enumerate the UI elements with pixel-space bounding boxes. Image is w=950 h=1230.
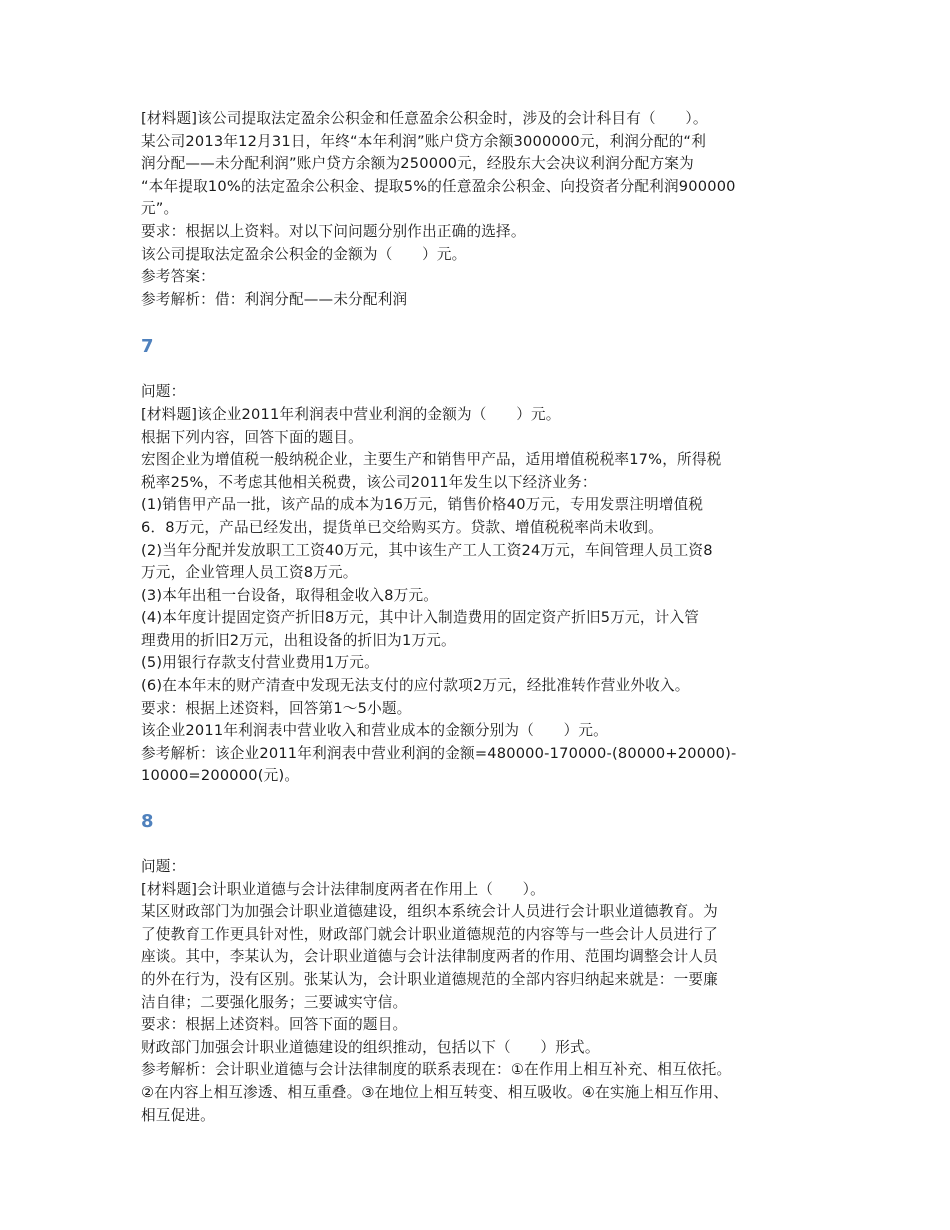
- text-line: 10000=200000(元)。: [141, 767, 300, 785]
- text-line: 了使教育工作更具针对性，财政部门就会计职业道德规范的内容等与一些会计人员进行了: [141, 925, 718, 943]
- text-line: 参考解析：该企业2011年利润表中营业利润的金额=480000-170000-(80000+20000)-: [141, 744, 737, 762]
- text-line: 要求：根据以上资料。对以下问问题分别作出正确的选择。: [141, 222, 526, 240]
- text-line: 要求：根据上述资料。回答下面的题目。: [141, 1016, 408, 1034]
- text-line: [材料题]该公司提取法定盈余公积金和任意盈余公积金时，涉及的会计科目有（ ）。: [141, 110, 708, 127]
- document-content: [141, 108, 821, 1127]
- text-line: 6．8万元，产品已经发出，提货单已交给购买方。贷款、增值税税率尚未收到。: [141, 518, 663, 536]
- text-line: 根据下列内容，回答下面的题目。: [141, 428, 363, 446]
- text-line: (5)用银行存款支付营业费用1万元。: [141, 654, 379, 672]
- text-line: 该公司提取法定盈余公积金的金额为（ ）元。: [141, 245, 467, 263]
- question-8: [141, 856, 821, 1127]
- text-line: ②在内容上相互渗透、相互重叠。③在地位上相互转变、相互吸收。④在实施上相互作用、: [141, 1083, 729, 1101]
- text-line: 宏图企业为增值税一般纳税企业，主要生产和销售甲产品，适用增值税税率17%，所得税: [141, 451, 722, 469]
- text-line: (1)销售甲产品一批，该产品的成本为16万元，销售价格40万元，专用发票注明增值税: [141, 496, 704, 514]
- text-line: 税率25%，不考虑其他相关税费，该公司2011年发生以下经济业务：: [141, 473, 597, 491]
- text-line: [材料题]会计职业道德与会计法律制度两者在作用上（ ）。: [141, 880, 545, 898]
- text-line: 某区财政部门为加强会计职业道德建设，组织本系统会计人员进行会计职业道德教育。为: [141, 903, 718, 921]
- question-number-heading: 7: [141, 336, 154, 358]
- text-line: 理费用的折旧2万元，出租设备的折旧为1万元。: [141, 631, 456, 649]
- question-number-heading: 8: [141, 811, 154, 833]
- text-line: 的外在行为，没有区别。张某认为，会计职业道德规范的全部内容归纳起来就是：一要廉: [141, 971, 718, 988]
- text-line: 某公司2013年12月31日，年终“本年利润”账户贷方余额3000000元，利润分配的“利: [141, 132, 706, 150]
- text-line: (2)当年分配并发放职工工资40万元，其中该生产工人工资24万元，车间管理人员工资8: [141, 541, 713, 559]
- text-line: 润分配——未分配利润”账户贷方余额为250000元，经股东大会决议利润分配方案为: [141, 155, 694, 173]
- text-line: 财政部门加强会计职业道德建设的组织推动，包括以下（ ）形式。: [141, 1038, 600, 1056]
- text-line: 相互促进。: [141, 1106, 215, 1124]
- text-line: 洁自律；二要强化服务；三要诚实守信。: [141, 993, 408, 1011]
- text-line: 万元，企业管理人员工资8万元。: [141, 564, 358, 582]
- text-line: 该企业2011年利润表中营业收入和营业成本的金额分别为（ ）元。: [141, 722, 608, 740]
- text-line: (6)在本年末的财产清查中发现无法支付的应付款项2万元，经批准转作营业外收入。: [141, 677, 690, 695]
- text-line: (3)本年出租一台设备，取得租金收入8万元。: [141, 586, 439, 604]
- text-line: “本年提取10%的法定盈余公积金、提取5%的任意盈余公积金、向投资者分配利润900000: [141, 177, 736, 195]
- text-line: 参考解析：会计职业道德与会计法律制度的联系表现在：①在作用上相互补充、相互依托。: [141, 1061, 732, 1079]
- text-line: 元”。: [141, 200, 179, 218]
- text-line: 要求：根据上述资料，回答第1～5小题。: [141, 699, 412, 717]
- text-line: 参考解析：借：利润分配——未分配利润: [141, 290, 408, 308]
- text-line: 参考答案：: [141, 268, 215, 286]
- text-line: 座谈。其中，李某认为，会计职业道德与会计法律制度两者的作用、范围均调整会计人员: [141, 948, 718, 966]
- text-line: 问题：: [141, 858, 186, 876]
- text-line: (4)本年度计提固定资产折旧8万元，其中计入制造费用的固定资产折旧5万元，计入管: [141, 609, 700, 627]
- text-line: 问题：: [141, 383, 186, 401]
- question-6-continuation: [141, 108, 821, 311]
- question-7: [141, 381, 821, 788]
- text-line: [材料题]该企业2011年利润表中营业利润的金额为（ ）元。: [141, 405, 561, 423]
